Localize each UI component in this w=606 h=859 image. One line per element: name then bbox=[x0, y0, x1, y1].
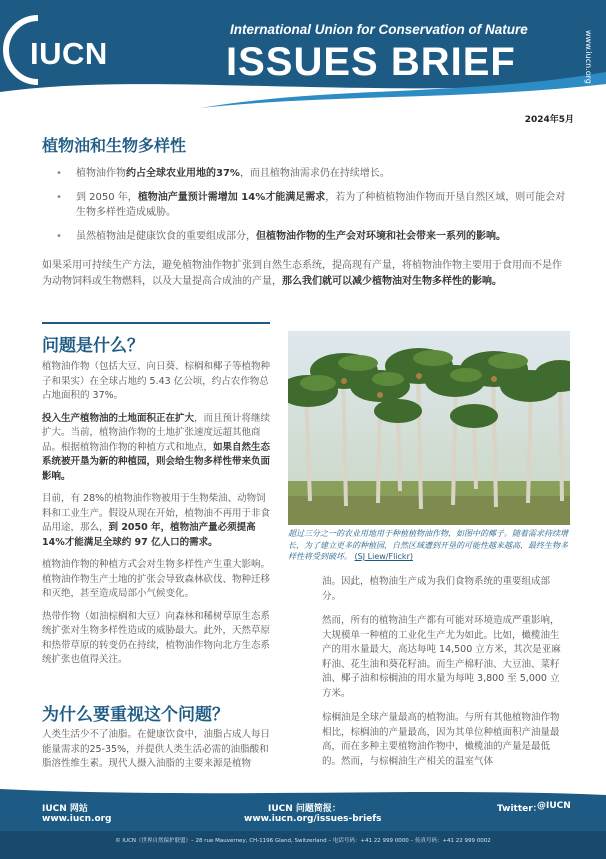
key-points-list bbox=[56, 166, 566, 253]
paragraph: 投入生产植物油的土地面积正在扩大，而且预计将继续扩大。当前，植物油作物的土地扩张速度远超其他商品。根据植物油作物的种植方式和地点，如果自然生态系统被开垦为新的种植园，则会给生物多样性带来负面影响。 bbox=[42, 412, 271, 482]
paragraph: 人类生活少不了油脂。在健康饮食中，油脂占成人每日能量需求的25-35%，并提供人类生活必需的油脂酸和脂溶性维生素。现代人摄入油脂的主要来源是植物 bbox=[42, 729, 271, 769]
paragraph: 植物油作物的种植方式会对生物多样性产生重大影响。植物油作物生产土地的扩张会导致森林砍伐、物种迁移和灭绝，甚至造成局部小气候变化。 bbox=[42, 559, 271, 599]
section-divider bbox=[42, 322, 270, 324]
twitter-handle[interactable]: @IUCN bbox=[537, 801, 571, 811]
key-point: • 植物油作物约占全球农业用地的37%，而且植物油需求仍在持续增长。 bbox=[56, 166, 566, 181]
briefs-link[interactable]: www.iucn.org/issues-briefs bbox=[244, 814, 382, 824]
photo-caption: 超过三分之一的农业用地用于种植植物油作物，如图中的椰子。随着需求持续增长，为了建立更多的种植园，自然区域遭到开垦的可能性越来越高，最终生物多样性将受到破坏。 (SJ Liew/Flickr) bbox=[288, 529, 568, 561]
paragraph: 然而，所有的植物油生产都有可能对环境造成严重影响，大规模单一种植的工业化生产尤为如此。比如，橄榄油生产的用水量最大，高达每吨 14,500 立方米，其次是亚麻籽油、花生油和葵花籽油。而生产棉籽油、大豆油、菜籽油、椰子油和棕榈油的用水量为每吨 3,800 至 5,000 立方米。 bbox=[322, 615, 561, 699]
key-point: • 到 2050 年，植物油产量预计需增加 14%才能满足需求，若为了种植植物油作物而开垦自然区域，则可能会对生物多样性造成威胁。 bbox=[56, 190, 566, 220]
footer bbox=[0, 785, 606, 859]
page-title: 植物油和生物多样性 bbox=[42, 136, 187, 155]
intro-paragraph: 如果采用可持续生产方法，避免植物油作物扩张到自然生态系统，提高现有产量，将植物油作物主要用于食用而不是作为动物饲料或生物燃料，以及大量提高合成油的产量，那么我们就可以减少植物油对生物多样性的影响。 bbox=[42, 260, 562, 287]
section-title-what: 问题是什么？ bbox=[42, 336, 144, 356]
paragraph: 热带作物（如油棕榈和大豆）向森林和稀树草原生态系统扩张对生物多样性造成的威胁最大。此外，天然草原和热带草原的转变仍在持续，植物油作物向北方生态系统扩张也值得关注。 bbox=[42, 610, 271, 665]
twitter-label: Twitter： bbox=[497, 804, 542, 814]
org-name: International Union for Conservation of Nature bbox=[230, 22, 528, 37]
paragraph: 植物油作物（包括大豆、向日葵、棕榈和椰子等植物种子和果实）在全球占地约 5.43 亿公顷，约占农作物总占地面积的 37%。 bbox=[42, 361, 271, 401]
website-link[interactable]: www.iucn.org bbox=[42, 814, 112, 824]
iucn-logo: IUCN bbox=[30, 36, 108, 71]
footer-address: © IUCN（世界自然保护联盟）– 28 rue Mauverney, CH-1196 Gland, Switzerland – 电话号码：+41 22 999 0000 – 传真号码：+41 22 999 0002 bbox=[115, 838, 491, 844]
coconut-plantation-photo bbox=[288, 331, 570, 525]
section-why-body bbox=[42, 728, 272, 780]
briefs-label: IUCN 问题简报： bbox=[268, 804, 341, 814]
paragraph: 油。因此，植物油生产成为我们食物系统的重要组成部分。 bbox=[322, 576, 551, 602]
publication-date: 2024年5月 bbox=[524, 115, 574, 125]
photo-credit-link[interactable]: (SJ Liew/Flickr) bbox=[354, 552, 413, 561]
header-banner bbox=[0, 0, 606, 108]
section-what-body bbox=[42, 360, 272, 676]
side-url[interactable]: www.iucn.org bbox=[584, 30, 593, 84]
paragraph: 目前，有 28%的植物油作物被用于生物柴油、动物饲料和工业生产。假设从现在开始，植物油不再用于非食品用途，那么，到 2050 年，植物油产量必须提高 14%才能满足全球约 97 亿人口的需求。 bbox=[42, 493, 271, 548]
key-point: • 虽然植物油是健康饮食的重要组成部分，但植物油作物的生产会对环境和社会带来一系列的影响。 bbox=[56, 229, 566, 244]
right-column-body bbox=[322, 575, 568, 779]
website-label: IUCN 网站 bbox=[42, 804, 88, 814]
paragraph: 棕榈油是全球产量最高的植物油。与所有其他植物油作物相比，棕榈油的产量最高，因为其单位种植面积产油量最高，而在多种主要植物油作物中，橄榄油的产量是最低的。然而，与棕榈油生产相关的温室气体 bbox=[322, 712, 560, 767]
section-title-why: 为什么要重视这个问题？ bbox=[42, 705, 229, 725]
brief-title: ISSUES BRIEF bbox=[226, 40, 516, 84]
